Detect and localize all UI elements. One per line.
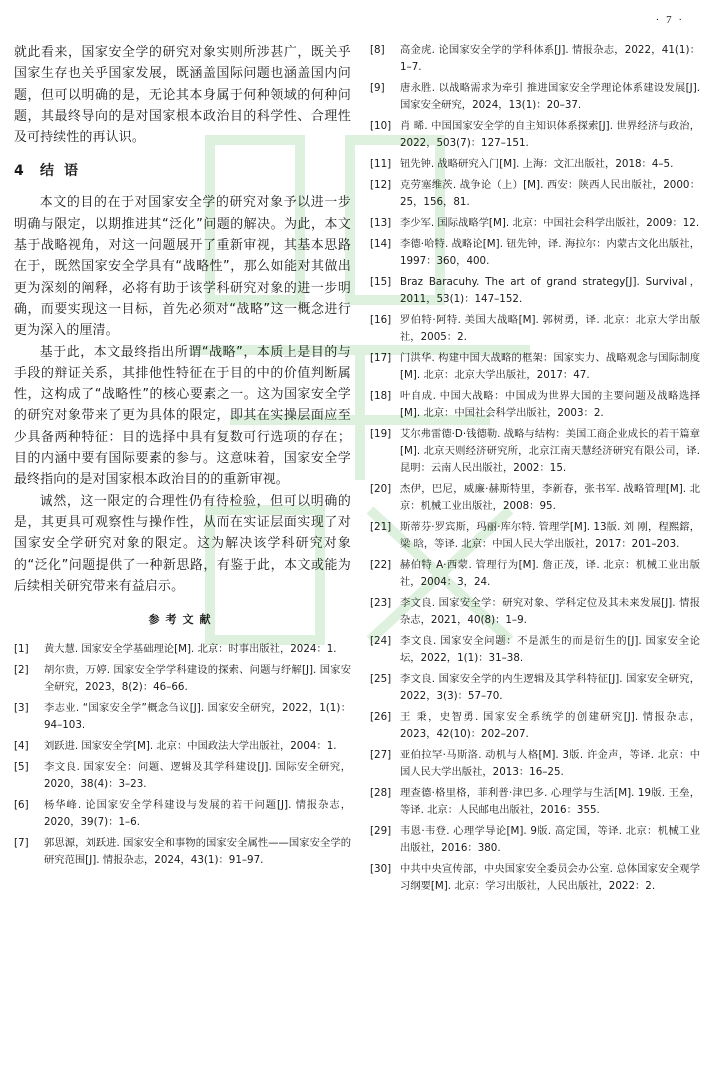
reference-text: 杨华峰. 论国家安全学科建设与发展的若干问题[J]. 情报杂志，2020，39(7)：1–6. <box>44 799 351 829</box>
reference-item <box>370 747 700 781</box>
reference-text: Braz Baracuhy. The art of grand strategy[J]. Survival，2011，53(1)：147–152. <box>400 276 700 305</box>
reference-number: [10] <box>370 120 392 132</box>
reference-text: 钮先钟. 战略研究入门[M]. 上海：文汇出版社，2018：4–5. <box>400 158 674 170</box>
reference-item <box>370 177 700 211</box>
reference-text: 罗伯特·阿特. 美国大战略[M]. 郭树勇，译. 北京：北京大学出版社，2005：2. <box>400 314 700 343</box>
reference-text: 理查德·格里格，菲利普·津巴多. 心理学与生活[M]. 19版. 王垒，等译. 北京：人民邮电出版社，2016：355. <box>400 787 700 816</box>
right-column <box>370 42 700 899</box>
reference-item <box>370 274 700 308</box>
reference-item <box>370 42 700 76</box>
reference-text: 刘跃进. 国家安全学[M]. 北京：中国政法大学出版社，2004：1. <box>44 740 337 753</box>
reference-item <box>370 557 700 591</box>
reference-text: 中共中央宣传部，中央国家安全委员会办公室. 总体国家安全观学习纲要[M]. 北京：学习出版社，人民出版社，2022：2. <box>400 863 700 892</box>
reference-item <box>370 823 700 857</box>
body-paragraph-2: 本文的目的在于对国家安全学的研究对象予以进一步明确与限定，以期推进其“泛化”问题的解决。为此，本文基于战略视角，对这一问题展开了重新审视，其基本思路在于，既然国家安全学具有“战略性”，那么如能对其做出更为深刻的阐释，必将有助于该学科研究对象的进一步明确，而要实现这一目标，首先必须对“战略”这一概念进行更为深入的厘清。 <box>14 195 351 339</box>
reference-text: 李文良. 国家安全：问题、逻辑及其学科建设[J]. 国际安全研究，2020，38(4)：3–23. <box>44 761 351 791</box>
reference-text: 李志业. “国家安全学”概念刍议[J]. 国家安全研究，2022，1(1)：94–103. <box>44 702 351 732</box>
left-column <box>14 42 351 873</box>
page-number: · 7 · <box>655 14 684 26</box>
reference-item <box>370 236 700 270</box>
reference-number: [6] <box>14 799 29 812</box>
reference-item <box>370 80 700 114</box>
reference-text: 唐永胜. 以战略需求为牵引 推进国家安全学理论体系建设发展[J]. 国家安全研究，2024，13(1)：20–37. <box>400 82 700 111</box>
reference-number: [23] <box>370 597 392 609</box>
section-heading <box>14 160 351 182</box>
body-paragraph-1: 就此看来，国家安全学的研究对象实则所涉甚广，既关乎国家生存也关乎国家发展，既涵盖国际问题也涵盖国内问题，但可以明确的是，无论其本身属于何种领域的何种问题，其最终导向的是对国家根本政治目的科学性、合理性及可持续性的再认识。 <box>14 45 351 146</box>
reference-text: 斯蒂芬·罗宾斯，玛丽·库尔特. 管理学[M]. 13版. 刘 刚，程熙鎔，梁 晗，等译. 北京：中国人民大学出版社，2017：201–203. <box>400 521 700 550</box>
references-list-left <box>14 641 351 869</box>
reference-number: [4] <box>14 740 29 753</box>
reference-number: [27] <box>370 749 392 761</box>
reference-item <box>370 861 700 895</box>
reference-text: 肖 晞. 中国国家安全学的自主知识体系探索[J]. 世界经济与政治，2022，503(7)：127–151. <box>400 120 700 149</box>
reference-text: 杰伊，巴尼，威廉·赫斯特里，李新春，张书军. 战略管理[M]. 北京：机械工业出版社，2008：95. <box>400 483 700 512</box>
reference-item <box>370 671 700 705</box>
reference-number: [25] <box>370 673 392 685</box>
body-paragraph-4: 诚然，这一限定的合理性仍有待检验，但可以明确的是，其更具可观察性与操作性，从而在实证层面实现了对国家安全学研究对象的限定。这为解决该学科研究对象的“泛化”问题提供了一种新思路，有鉴于此，本文或能为后续相关研究带来有益启示。 <box>14 493 351 594</box>
reference-number: [9] <box>370 82 385 94</box>
reference-number: [14] <box>370 238 392 250</box>
reference-item <box>14 797 351 831</box>
reference-text: 郭思源，刘跃进. 国家安全和事物的国家安全属性——国家安全学的研究范围[J]. 情报杂志，2024，43(1)：91–97. <box>44 837 351 867</box>
reference-text: 李文良. 国家安全学：研究对象、学科定位及其未来发展[J]. 情报杂志，2021，40(8)：1–9. <box>400 597 700 626</box>
reference-number: [2] <box>14 664 29 677</box>
reference-number: [1] <box>14 643 29 656</box>
reference-number: [22] <box>370 559 392 571</box>
reference-number: [5] <box>14 761 29 774</box>
reference-number: [16] <box>370 314 392 326</box>
reference-text: 李少军. 国际战略学[M]. 北京：中国社会科学出版社，2009：12. <box>400 217 700 229</box>
reference-item <box>14 662 351 696</box>
reference-number: [30] <box>370 863 392 875</box>
reference-text: 胡尔贵，万婷. 国家安全学学科建设的探索、问题与纾解[J]. 国家安全研究，2023，8(2)：46–66. <box>44 664 351 694</box>
reference-number: [28] <box>370 787 392 799</box>
body-paragraph-3: 基于此，本文最终指出所谓“战略”，本质上是目的与手段的辩证关系，其排他性特征在于目的中的价值判断属性，这构成了“战略性”的核心要素之一。这为国家安全学的研究对象带来了更为具体的限定，即其在实操层面应至少具备两种特征：目的选择中具有复数可行选项的存在；目的内涵中要有国际要素的参与。这意味着，国家安全学最终指向的是对国家根本政治目的的重新审视。 <box>14 344 351 488</box>
reference-text: 李文良. 国家安全问题：不是派生的而是衍生的[J]. 国家安全论坛，2022，1(1)：31–38. <box>400 635 700 664</box>
reference-number: [26] <box>370 711 392 723</box>
reference-item <box>370 388 700 422</box>
references-list-right <box>370 42 700 895</box>
reference-item <box>370 350 700 384</box>
reference-number: [8] <box>370 44 385 56</box>
reference-item <box>370 312 700 346</box>
reference-text: 艾尔弗雷德·D·钱德勒. 战略与结构：美国工商企业成长的若干篇章[M]. 北京天则经济研究所，北京江南天慧经济研究有限公司，译. 昆明：云南人民出版社，2002：15. <box>400 428 700 474</box>
reference-item <box>370 709 700 743</box>
reference-number: [15] <box>370 276 392 288</box>
reference-text: 门洪华. 构建中国大战略的框架：国家实力、战略观念与国际制度[M]. 北京：北京大学出版社，2017：47. <box>400 352 700 381</box>
references-heading: 参考文献 <box>148 613 217 627</box>
reference-item <box>14 700 351 734</box>
reference-item <box>370 215 700 232</box>
reference-item <box>370 118 700 152</box>
reference-text: 叶自成. 中国大战略：中国成为世界大国的主要问题及战略选择[M]. 北京：中国社会科学出版社，2003：2. <box>400 390 700 419</box>
reference-number: [19] <box>370 428 392 440</box>
reference-item <box>14 835 351 869</box>
section-number: 4 <box>14 163 24 180</box>
reference-item <box>370 633 700 667</box>
reference-item <box>14 738 351 755</box>
reference-number: [29] <box>370 825 392 837</box>
reference-text: 王 秉，史智勇. 国家安全系统学的创建研究[J]. 情报杂志，2023，42(10)：202–207. <box>400 711 700 740</box>
reference-text: 李德·哈特. 战略论[M]. 钮先钟，译. 海拉尔：内蒙古文化出版社，1997：360，400. <box>400 238 700 267</box>
reference-item <box>14 759 351 793</box>
reference-number: [13] <box>370 217 392 229</box>
reference-number: [17] <box>370 352 392 364</box>
section-title: 结语 <box>40 163 88 180</box>
reference-item <box>14 641 351 658</box>
reference-item <box>370 426 700 477</box>
reference-text: 高金虎. 论国家安全学的学科体系[J]. 情报杂志，2022，41(1)：1–7. <box>400 44 700 73</box>
reference-item <box>370 519 700 553</box>
reference-item <box>370 481 700 515</box>
reference-item <box>370 785 700 819</box>
reference-text: 李文良. 国家安全学的内生逻辑及其学科特征[J]. 国家安全研究，2022，3(3)：57–70. <box>400 673 700 702</box>
reference-number: [3] <box>14 702 29 715</box>
reference-number: [12] <box>370 179 392 191</box>
reference-number: [24] <box>370 635 392 647</box>
reference-text: 黄大慧. 国家安全学基础理论[M]. 北京：时事出版社，2024：1. <box>44 643 337 656</box>
reference-number: [18] <box>370 390 392 402</box>
reference-text: 亚伯拉罕·马斯洛. 动机与人格[M]. 3版. 许金声，等译. 北京：中国人民大学出版社，2013：16–25. <box>400 749 700 778</box>
reference-number: [11] <box>370 158 392 170</box>
reference-text: 赫伯特 A·西蒙. 管理行为[M]. 詹正茂，译. 北京：机械工业出版社，2004：3，24. <box>400 559 700 588</box>
reference-number: [20] <box>370 483 392 495</box>
reference-item <box>370 156 700 173</box>
reference-text: 韦恩·韦登. 心理学导论[M]. 9版. 高定国，等译. 北京：机械工业出版社，2016：380. <box>400 825 700 854</box>
reference-item <box>370 595 700 629</box>
reference-text: 克劳塞维茨. 战争论（上）[M]. 西安：陕西人民出版社，2000：25，156，81. <box>400 179 700 208</box>
reference-number: [21] <box>370 521 392 533</box>
reference-number: [7] <box>14 837 29 850</box>
